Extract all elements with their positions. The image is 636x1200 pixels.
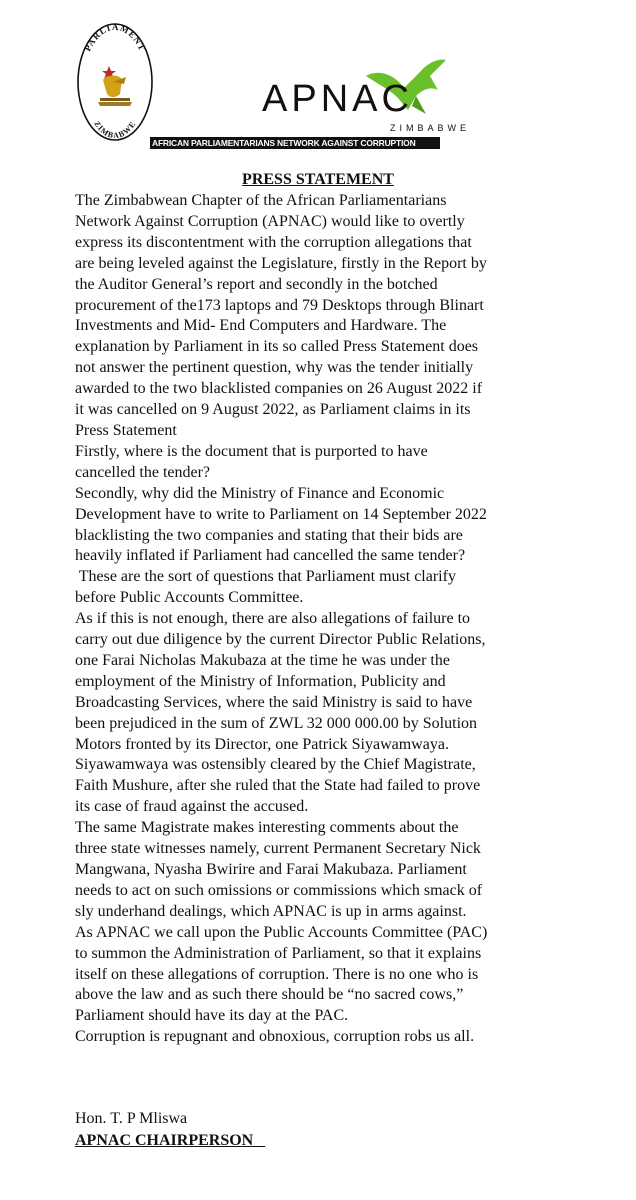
statement-line: Investments and Mid- End Computers and Hardware. The [75,317,447,335]
statement-line: The Zimbabwean Chapter of the African Parliamentarians [75,192,447,209]
statement-line: Network Against Corruption (APNAC) would like to overtly [75,212,465,230]
statement-line: Firstly, where is the document that is purported to have [75,442,428,460]
statement-line: before Public Accounts Committee. [75,589,304,607]
statement-line: express its discontentment with the corruption allegations that [75,233,472,251]
seal-bottom-text: ZIMBABWE [92,119,138,141]
statement-line: Mangwana, Nyasha Bwirire and Farai Makubaza. Parliament [75,861,467,878]
statement-line: Press Statement [75,421,177,439]
statement-line: sly underhand dealings, which APNAC is up in arms against. [75,902,467,920]
statement-line: As if this is not enough, there are also allegations of failure to [75,610,471,628]
document-title [0,171,636,189]
statement-line: Corruption is repugnant and obnoxious, corruption robs us all. [75,1028,475,1046]
statement-line: cancelled the tender? [75,463,211,481]
statement-line: not answer the pertinent question, why was the tender initially [75,359,474,377]
statement-line: procurement of the173 laptops and 79 Desktops through Blinart [75,296,484,314]
statement-line: one Farai Nicholas Makubaza at the time he was under the [75,651,450,669]
statement-line: Motors fronted by its Director, one Patrick Siyawamwaya. [75,735,449,753]
statement-line: heavily inflated if Parliament had cancelled the same tender? [75,547,466,565]
statement-body [75,191,590,1048]
seal-top-text: PARLIAMENT [82,22,148,53]
signatory-role: APNAC CHAIRPERSON [75,1132,266,1149]
signatory-name: Hon. T. P Mliswa [75,1110,188,1127]
parliament-seal-icon [76,22,154,142]
logo-subtitle: ZIMBABWE [390,123,471,133]
statement-line: Faith Mushure, after she ruled that the State had failed to prove [75,777,481,795]
statement-line: are being leveled against the Legislature, firstly in the Report by [75,254,487,272]
statement-line: The same Magistrate makes interesting comments about the [75,819,459,837]
statement-line: blacklisting the two companies and stating that their bids are [75,526,463,544]
statement-line: awarded to the two blacklisted companies on 26 August 2022 if [75,380,483,398]
statement-line: employment of the Ministry of Information, Publicity and [75,672,446,690]
statement-line: the Auditor General’s report and secondly in the botched [75,275,438,293]
logo-wordmark: APNAC [262,78,413,120]
statement-line: it was cancelled on 9 August 2022, as Parliament claims in its [75,401,471,419]
statement-line: its case of fraud against the accused. [75,798,309,816]
statement-line: carry out due diligence by the current Director Public Relations, [75,631,486,649]
statement-line: three state witnesses namely, current Permanent Secretary Nick [75,840,481,858]
logo-banner-text: AFRICAN PARLIAMENTARIANS NETWORK AGAINST CORRUPTION [152,138,416,148]
signature-block [75,1108,265,1152]
statement-line: As APNAC we call upon the Public Accounts Committee (PAC) [75,923,488,941]
statement-line: Siyawamwaya was ostensibly cleared by the Chief Magistrate, [75,756,476,774]
statement-line: explanation by Parliament in its so called Press Statement does [75,338,479,356]
apnac-logo [150,60,471,155]
statement-line: been prejudiced in the sum of ZWL 32 000 000.00 by Solution [75,714,478,732]
statement-line: These are the sort of questions that Parliament must clarify [75,568,456,586]
statement-line: Secondly, why did the Ministry of Finance and Economic [75,484,445,502]
statement-line: Broadcasting Services, where the said Ministry is said to have [75,693,473,711]
logo-banner [150,137,440,149]
statement-line: itself on these allegations of corruption. There is no one who is [75,965,479,983]
document-title-text: PRESS STATEMENT [242,171,394,188]
statement-line: to summon the Administration of Parliament, so that it explains [75,944,482,962]
statement-line: Development have to write to Parliament on 14 September 2022 [75,505,487,523]
statement-line: above the law and as such there should be “no sacred cows,” [75,986,464,1004]
statement-line: needs to act on such omissions or commissions which smack of [75,881,483,899]
statement-line: Parliament should have its day at the PAC. [75,1007,349,1025]
